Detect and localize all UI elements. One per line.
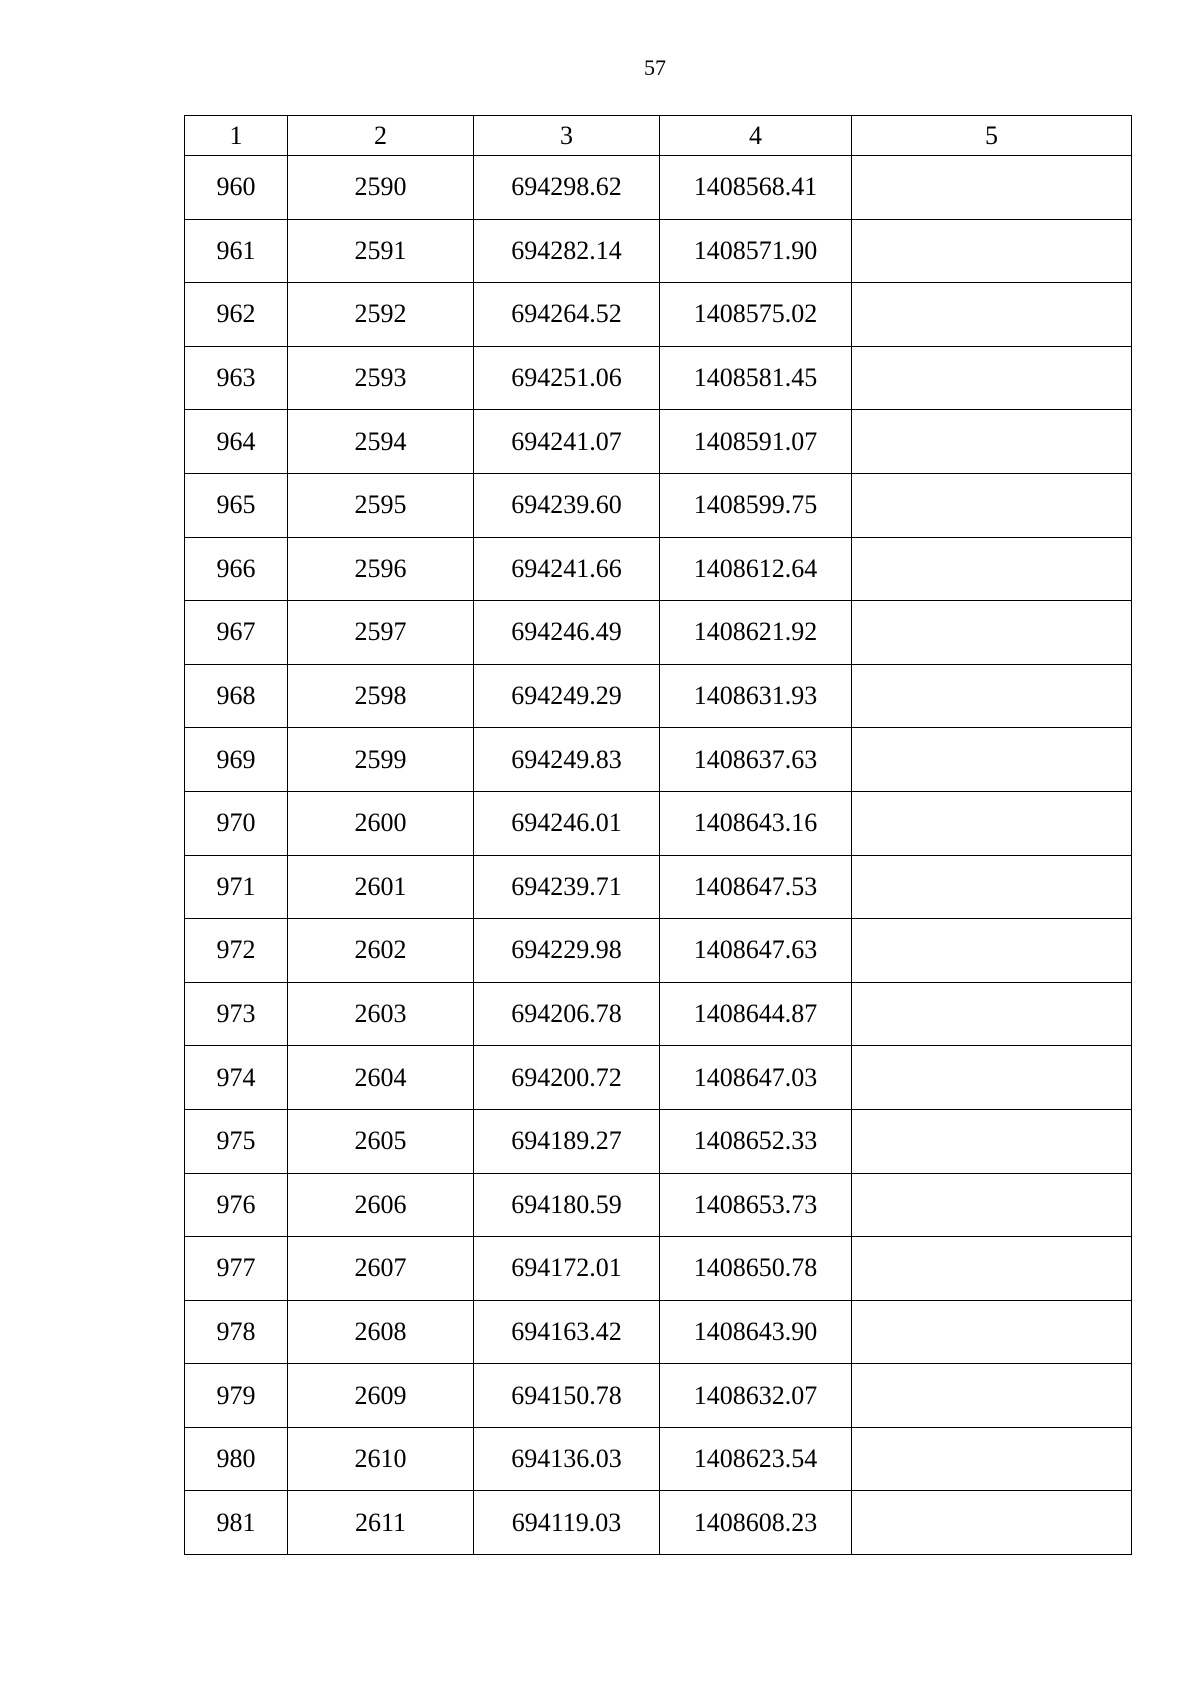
table-cell-col-1: 965	[185, 473, 288, 537]
table-cell-col-1: 980	[185, 1427, 288, 1491]
table-row	[185, 1300, 1132, 1364]
table-row	[185, 855, 1132, 919]
table-cell-col-4: 1408644.87	[660, 982, 852, 1046]
table-cell-col-1: 974	[185, 1046, 288, 1110]
table-row	[185, 982, 1132, 1046]
table-cell-col-2: 2602	[288, 919, 474, 983]
table-cell-col-4: 1408643.90	[660, 1300, 852, 1364]
column-header-1: 1	[185, 116, 288, 156]
table-row	[185, 1173, 1132, 1237]
table-cell-col-2: 2604	[288, 1046, 474, 1110]
table-cell-col-3: 694150.78	[474, 1364, 660, 1428]
table-cell-col-2: 2596	[288, 537, 474, 601]
table-cell-col-5	[852, 1491, 1132, 1555]
table-cell-col-1: 967	[185, 601, 288, 665]
page-number: 57	[644, 55, 666, 80]
table-cell-col-1: 977	[185, 1237, 288, 1301]
table-row	[185, 219, 1132, 283]
table-row	[185, 410, 1132, 474]
table-cell-col-4: 1408647.53	[660, 855, 852, 919]
table-cell-col-1: 964	[185, 410, 288, 474]
table-cell-col-1: 963	[185, 346, 288, 410]
table-row	[185, 537, 1132, 601]
coordinates-table	[184, 115, 1132, 1555]
table-row	[185, 156, 1132, 220]
table-cell-col-5	[852, 156, 1132, 220]
table-cell-col-2: 2605	[288, 1109, 474, 1173]
table-cell-col-3: 694249.29	[474, 664, 660, 728]
table-cell-col-1: 962	[185, 283, 288, 347]
table-cell-col-4: 1408621.92	[660, 601, 852, 665]
table-cell-col-5	[852, 283, 1132, 347]
table-cell-col-3: 694163.42	[474, 1300, 660, 1364]
table-row	[185, 919, 1132, 983]
table-cell-col-4: 1408571.90	[660, 219, 852, 283]
table-cell-col-2: 2607	[288, 1237, 474, 1301]
table-row	[185, 728, 1132, 792]
table-cell-col-2: 2593	[288, 346, 474, 410]
table-cell-col-4: 1408637.63	[660, 728, 852, 792]
table-cell-col-5	[852, 1173, 1132, 1237]
table-cell-col-1: 978	[185, 1300, 288, 1364]
table-cell-col-5	[852, 219, 1132, 283]
table-cell-col-3: 694229.98	[474, 919, 660, 983]
table-cell-col-3: 694246.01	[474, 791, 660, 855]
table-cell-col-3: 694264.52	[474, 283, 660, 347]
table-cell-col-1: 961	[185, 219, 288, 283]
table-cell-col-5	[852, 1109, 1132, 1173]
table-row	[185, 1491, 1132, 1555]
table-cell-col-5	[852, 601, 1132, 665]
table-cell-col-4: 1408623.54	[660, 1427, 852, 1491]
table-cell-col-5	[852, 791, 1132, 855]
table-cell-col-2: 2600	[288, 791, 474, 855]
table-cell-col-3: 694119.03	[474, 1491, 660, 1555]
table-cell-col-1: 960	[185, 156, 288, 220]
table-cell-col-5	[852, 1364, 1132, 1428]
column-header-2: 2	[288, 116, 474, 156]
table-row	[185, 1237, 1132, 1301]
table-cell-col-4: 1408647.03	[660, 1046, 852, 1110]
table-cell-col-4: 1408631.93	[660, 664, 852, 728]
table-body	[185, 156, 1132, 1555]
table-cell-col-4: 1408612.64	[660, 537, 852, 601]
table-cell-col-4: 1408608.23	[660, 1491, 852, 1555]
table-cell-col-1: 973	[185, 982, 288, 1046]
table-cell-col-4: 1408650.78	[660, 1237, 852, 1301]
table-row	[185, 473, 1132, 537]
table-row	[185, 664, 1132, 728]
table-cell-col-4: 1408647.63	[660, 919, 852, 983]
table-cell-col-1: 976	[185, 1173, 288, 1237]
table-cell-col-1: 975	[185, 1109, 288, 1173]
table-cell-col-1: 979	[185, 1364, 288, 1428]
table-cell-col-4: 1408591.07	[660, 410, 852, 474]
table-cell-col-5	[852, 537, 1132, 601]
table-cell-col-4: 1408653.73	[660, 1173, 852, 1237]
table-cell-col-5	[852, 919, 1132, 983]
column-header-3: 3	[474, 116, 660, 156]
table-cell-col-3: 694239.71	[474, 855, 660, 919]
table-cell-col-1: 981	[185, 1491, 288, 1555]
table-row	[185, 1427, 1132, 1491]
table-row	[185, 601, 1132, 665]
table-header-row	[185, 116, 1132, 156]
table-cell-col-2: 2609	[288, 1364, 474, 1428]
table-row	[185, 283, 1132, 347]
table-cell-col-1: 968	[185, 664, 288, 728]
table-cell-col-2: 2611	[288, 1491, 474, 1555]
table-row	[185, 1109, 1132, 1173]
table-cell-col-2: 2597	[288, 601, 474, 665]
table-cell-col-1: 966	[185, 537, 288, 601]
table-cell-col-4: 1408599.75	[660, 473, 852, 537]
table-cell-col-4: 1408575.02	[660, 283, 852, 347]
table-cell-col-3: 694241.07	[474, 410, 660, 474]
table-row	[185, 346, 1132, 410]
table-cell-col-3: 694251.06	[474, 346, 660, 410]
table-cell-col-2: 2603	[288, 982, 474, 1046]
table-cell-col-2: 2598	[288, 664, 474, 728]
table-cell-col-5	[852, 473, 1132, 537]
table-cell-col-3: 694136.03	[474, 1427, 660, 1491]
table-cell-col-3: 694239.60	[474, 473, 660, 537]
table-row	[185, 1364, 1132, 1428]
table-cell-col-3: 694246.49	[474, 601, 660, 665]
table-cell-col-1: 972	[185, 919, 288, 983]
table-cell-col-5	[852, 1427, 1132, 1491]
table-cell-col-5	[852, 1300, 1132, 1364]
table-cell-col-3: 694298.62	[474, 156, 660, 220]
table-cell-col-2: 2606	[288, 1173, 474, 1237]
table-cell-col-5	[852, 728, 1132, 792]
column-header-4: 4	[660, 116, 852, 156]
table-cell-col-4: 1408652.33	[660, 1109, 852, 1173]
table-cell-col-5	[852, 410, 1132, 474]
table-cell-col-1: 969	[185, 728, 288, 792]
table-cell-col-2: 2590	[288, 156, 474, 220]
table-cell-col-2: 2608	[288, 1300, 474, 1364]
table-cell-col-4: 1408568.41	[660, 156, 852, 220]
table-cell-col-3: 694180.59	[474, 1173, 660, 1237]
table-row	[185, 791, 1132, 855]
table-cell-col-3: 694172.01	[474, 1237, 660, 1301]
table-cell-col-5	[852, 1046, 1132, 1110]
column-header-5: 5	[852, 116, 1132, 156]
table-cell-col-5	[852, 346, 1132, 410]
table-cell-col-5	[852, 982, 1132, 1046]
table-cell-col-4: 1408632.07	[660, 1364, 852, 1428]
table-cell-col-1: 971	[185, 855, 288, 919]
table-cell-col-2: 2610	[288, 1427, 474, 1491]
table-cell-col-2: 2601	[288, 855, 474, 919]
table-cell-col-3: 694200.72	[474, 1046, 660, 1110]
table-cell-col-3: 694282.14	[474, 219, 660, 283]
table-cell-col-4: 1408581.45	[660, 346, 852, 410]
table-cell-col-5	[852, 855, 1132, 919]
table-cell-col-2: 2595	[288, 473, 474, 537]
table-cell-col-2: 2592	[288, 283, 474, 347]
table-cell-col-3: 694189.27	[474, 1109, 660, 1173]
table-cell-col-2: 2594	[288, 410, 474, 474]
table-cell-col-5	[852, 664, 1132, 728]
table-row	[185, 1046, 1132, 1110]
table-cell-col-3: 694241.66	[474, 537, 660, 601]
table-cell-col-3: 694249.83	[474, 728, 660, 792]
table-cell-col-1: 970	[185, 791, 288, 855]
table-cell-col-2: 2591	[288, 219, 474, 283]
table-cell-col-2: 2599	[288, 728, 474, 792]
table-cell-col-5	[852, 1237, 1132, 1301]
table-cell-col-4: 1408643.16	[660, 791, 852, 855]
table-cell-col-3: 694206.78	[474, 982, 660, 1046]
